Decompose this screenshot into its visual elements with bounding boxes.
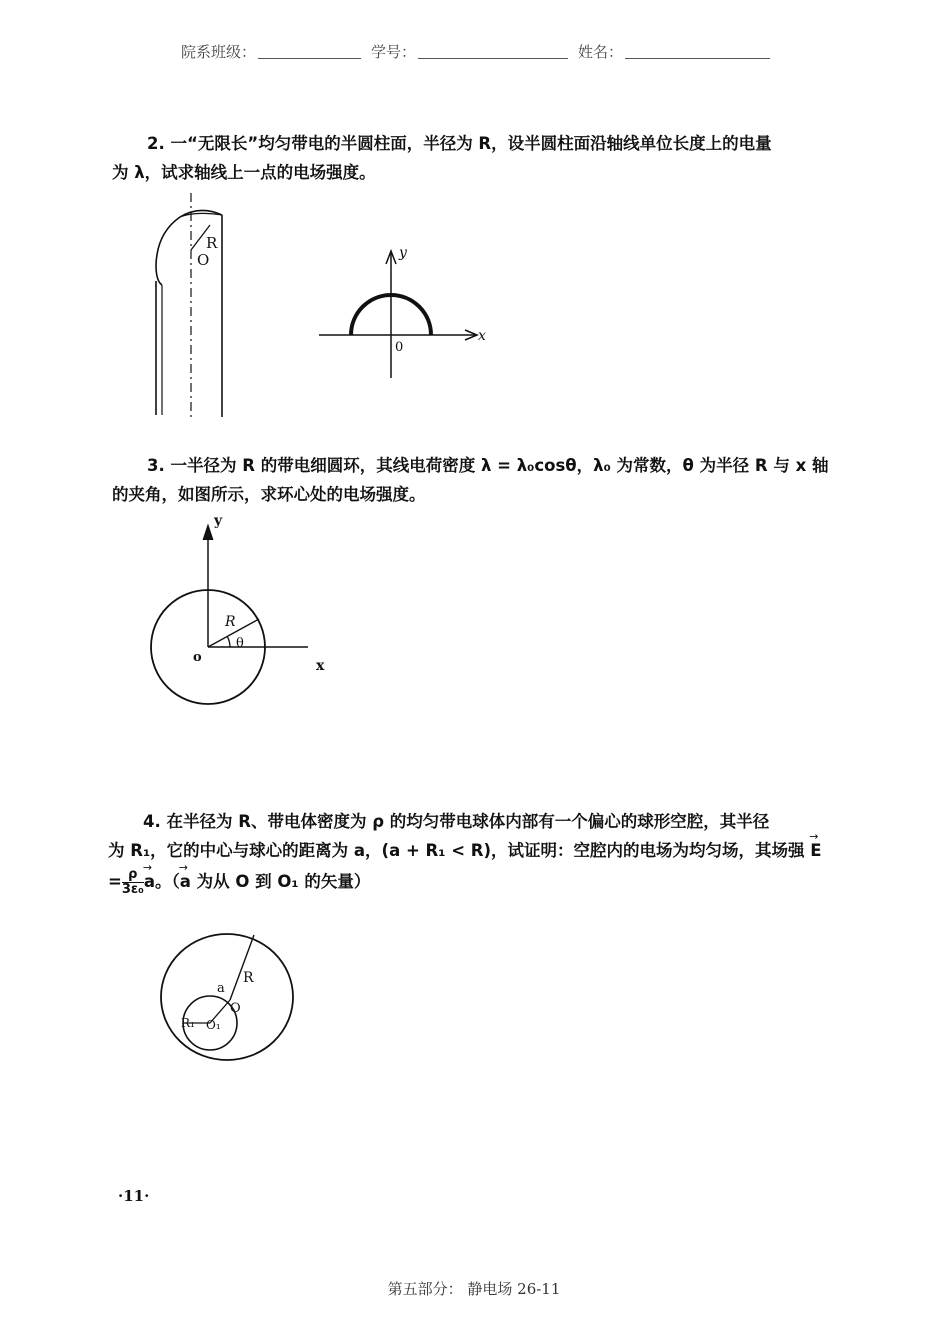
sphere-cavity-figure — [155, 930, 305, 1070]
radius-label: R — [206, 234, 218, 252]
vector-a: → a — [180, 867, 191, 896]
formula-denominator: 3ε₀ — [121, 882, 144, 897]
problem-4-line3a: 。（ — [154, 872, 180, 891]
origin-label: O — [197, 251, 210, 269]
problem-3-text — [112, 451, 832, 509]
problem-number: 2. — [147, 134, 165, 153]
x-axis-label: x — [478, 328, 486, 344]
dept-field[interactable] — [258, 58, 361, 59]
radius-label: R — [225, 614, 236, 630]
radius-R1-label: R₁ — [181, 1016, 195, 1030]
center-O1-label: O₁ — [206, 1018, 221, 1032]
y-arrow-icon — [203, 525, 213, 540]
problem-number: 3. — [147, 456, 165, 475]
student-id-label: 学号： — [371, 43, 417, 61]
origin-label: o — [193, 650, 202, 665]
problem-4-line3b: 为从 O 到 O₁ 的矢量） — [190, 872, 371, 891]
theta-arc — [227, 636, 230, 647]
center-O-label: O — [230, 1001, 241, 1016]
theta-label: θ — [236, 636, 244, 651]
formula-numerator: ρ — [122, 868, 144, 883]
y-axis-label: y — [399, 245, 407, 261]
y-axis-label: y — [214, 513, 223, 529]
problem-number: 4. — [143, 812, 161, 831]
half-cylinder-figure — [140, 185, 250, 425]
origin-label: 0 — [395, 340, 404, 355]
student-id-field[interactable] — [418, 58, 568, 59]
formula-equals: = — [108, 872, 122, 891]
problem-4-line2: 为 R₁，它的中心与球心的距离为 a，(a + R₁ < R)，试证明：空腔内的电场为均匀场，其场强 — [108, 841, 805, 860]
charged-sphere — [161, 934, 293, 1060]
problem-2-line1: 一“无限长”均匀带电的半圆柱面，半径为 R，设半圆柱面沿轴线单位长度上的电量 — [170, 134, 772, 153]
half-circle-axes-figure — [315, 240, 495, 385]
formula-vector-a: → a — [144, 867, 155, 896]
problem-3-line1: 一半径为 R 的带电细圆环，其线电荷密度 λ = λ₀cosθ，λ₀ 为常数，θ 为半径 R 与 x 轴 — [170, 456, 829, 475]
problem-2-text — [112, 129, 832, 187]
distance-a-label: a — [217, 981, 225, 996]
dept-label: 院系班级： — [181, 43, 257, 61]
problem-4-text — [108, 807, 832, 897]
page-number: ·11· — [118, 1187, 150, 1205]
radius-R-label: R — [243, 970, 254, 986]
name-field[interactable] — [625, 58, 770, 59]
ring-figure — [140, 505, 350, 720]
radius-R-line — [230, 935, 254, 1000]
problem-3-line2: 的夹角，如图所示，求环心处的电场强度。 — [112, 485, 426, 504]
problem-4-line1: 在半径为 R、带电体密度为 ρ 的均匀带电球体内部有一个偏心的球形空腔，其半径 — [166, 812, 770, 831]
name-label: 姓名： — [578, 43, 624, 61]
formula-fraction — [122, 868, 144, 897]
page-header — [0, 38, 948, 62]
page-footer: 第五部分： 静电场 26-11 — [387, 1280, 561, 1298]
field-vector-E: → E — [810, 836, 821, 865]
problem-2-line2: 为 λ，试求轴线上一点的电场强度。 — [112, 163, 376, 182]
x-axis-label: x — [316, 658, 325, 674]
